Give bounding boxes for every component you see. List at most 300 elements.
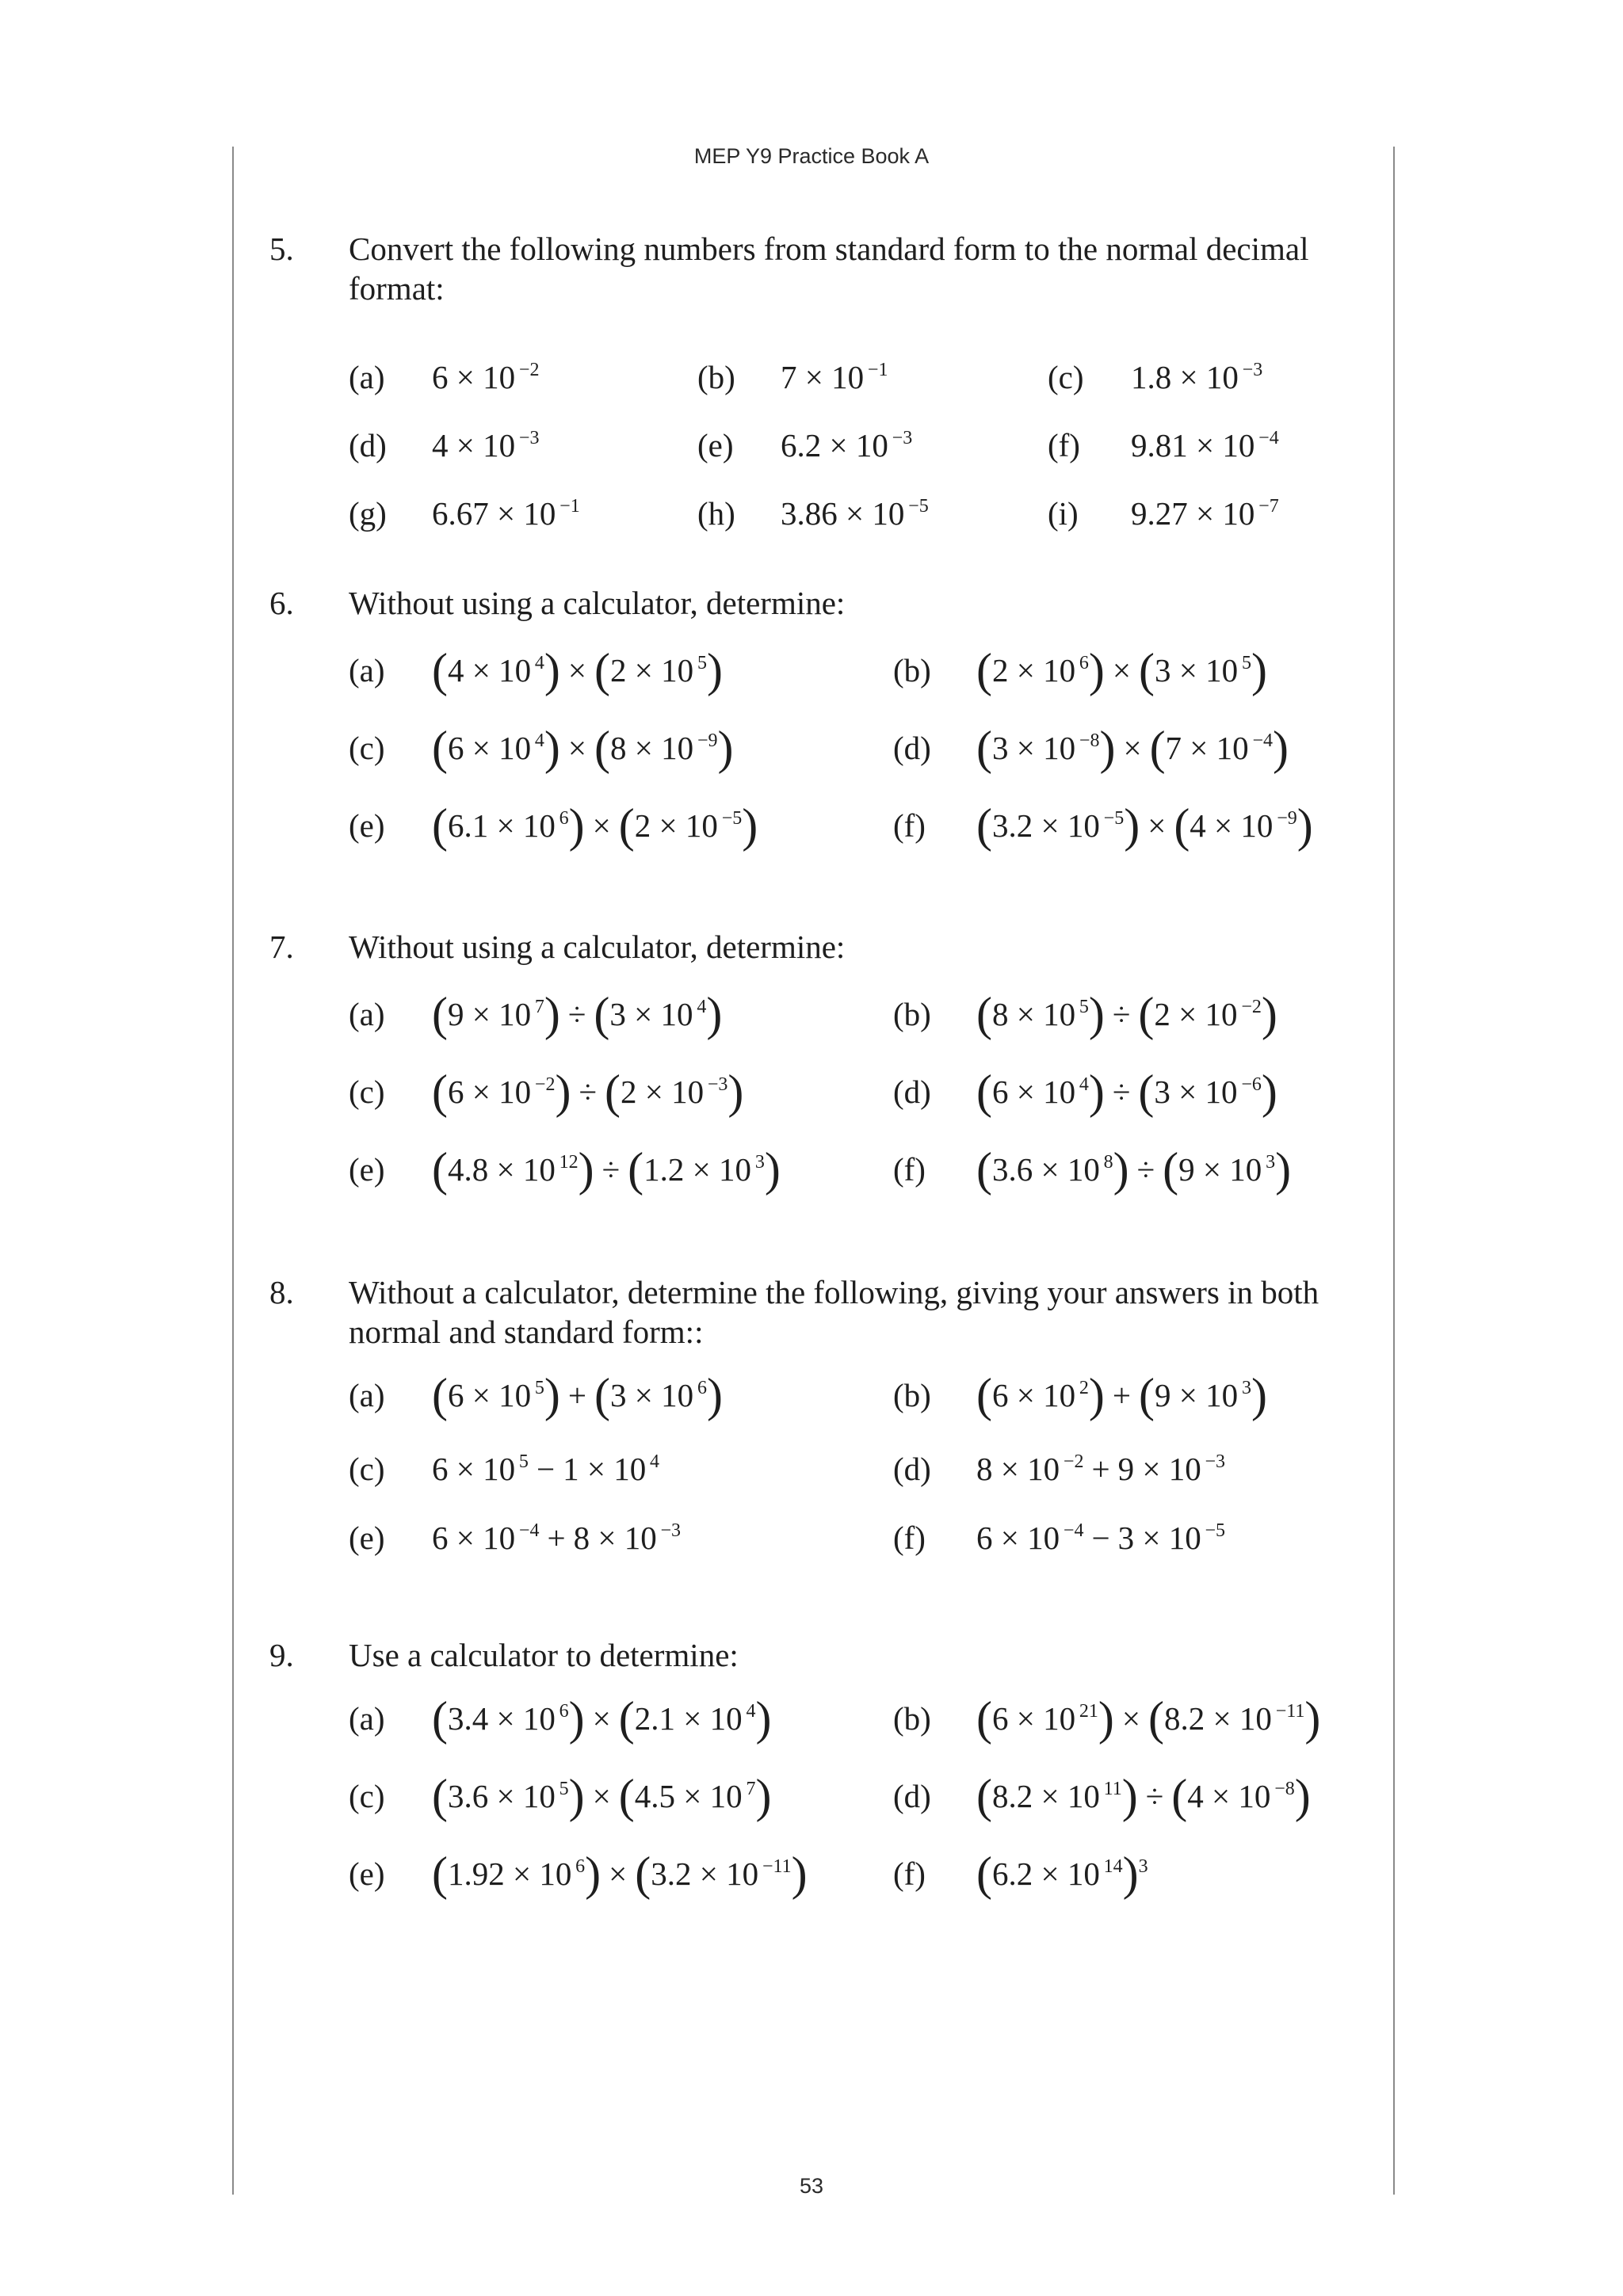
- mantissa: 2.1: [634, 1700, 676, 1737]
- expression: [976, 1848, 1148, 1900]
- base-ten: 10: [483, 1520, 516, 1556]
- open-bracket: (: [618, 799, 635, 852]
- base-ten: 10: [661, 652, 694, 688]
- expression: [432, 1848, 808, 1900]
- times-sign: ×: [626, 652, 662, 688]
- standard-form-expression: [432, 426, 539, 464]
- times-sign: ×: [464, 652, 499, 688]
- part-label: (e): [349, 1151, 385, 1188]
- standard-form-expression: [781, 358, 888, 396]
- operator: ×: [1123, 730, 1142, 766]
- times-sign: ×: [1171, 359, 1206, 395]
- exponent: −1: [864, 360, 888, 380]
- base-ten: 10: [1027, 1520, 1060, 1556]
- base-ten: 10: [685, 807, 718, 844]
- base-ten: 10: [1067, 1855, 1100, 1892]
- standard-form-expression: [432, 494, 580, 532]
- exponent: 3: [751, 1152, 765, 1173]
- mantissa: 9: [1117, 1451, 1135, 1487]
- exponent: −2: [1060, 1451, 1084, 1472]
- mantissa: 1.92: [447, 1855, 505, 1892]
- standard-form-expression: [432, 358, 539, 396]
- times-sign: ×: [1134, 1520, 1169, 1556]
- open-bracket: (: [594, 988, 610, 1040]
- exponent: 5: [555, 1779, 569, 1799]
- open-bracket: (: [594, 1369, 611, 1421]
- open-bracket: (: [432, 644, 448, 696]
- mantissa: 8.2: [991, 1778, 1033, 1814]
- exponent: 14: [1099, 1856, 1123, 1877]
- close-bracket: ): [544, 988, 560, 1040]
- close-bracket: ): [578, 1143, 594, 1196]
- part-label: (f): [893, 1151, 926, 1188]
- close-bracket: ): [568, 1692, 585, 1745]
- mantissa: 6: [447, 1074, 464, 1110]
- close-bracket: ): [1261, 1066, 1277, 1118]
- times-sign: ×: [691, 1855, 727, 1892]
- mantissa: 2: [610, 652, 627, 688]
- expression: [432, 1369, 723, 1421]
- base-ten: 10: [1067, 807, 1100, 844]
- times-sign: ×: [1187, 427, 1223, 463]
- times-sign: ×: [488, 1700, 523, 1737]
- base-ten: 10: [660, 996, 693, 1032]
- mantissa: 8: [991, 996, 1009, 1032]
- times-sign: ×: [464, 996, 499, 1032]
- close-bracket: ): [555, 1066, 571, 1118]
- exponent: 11: [1099, 1779, 1122, 1799]
- exponent: −2: [1237, 997, 1262, 1017]
- base-ten: 10: [1222, 495, 1255, 532]
- base-ten: 10: [1205, 996, 1238, 1032]
- expression: [432, 1692, 772, 1745]
- mantissa: 2: [620, 1074, 637, 1110]
- close-bracket: ): [755, 1770, 772, 1822]
- base-ten: 10: [671, 1074, 705, 1110]
- question-number-8: 8.: [269, 1274, 294, 1310]
- operator: +: [547, 1520, 566, 1556]
- open-bracket: (: [976, 1848, 992, 1900]
- operator: ×: [567, 652, 587, 688]
- times-sign: ×: [636, 1074, 672, 1110]
- mantissa: 3: [991, 730, 1009, 766]
- mantissa: 3: [1154, 1074, 1170, 1110]
- close-bracket: ): [544, 1369, 560, 1421]
- times-sign: ×: [1170, 1074, 1205, 1110]
- mantissa: 4: [1187, 1778, 1204, 1814]
- expression: [976, 1369, 1267, 1421]
- close-bracket: ): [727, 1066, 744, 1118]
- times-sign: ×: [684, 1151, 720, 1188]
- operator: −: [536, 1451, 556, 1487]
- base-ten: 10: [624, 1520, 657, 1556]
- exponent: −4: [1248, 730, 1274, 751]
- mantissa: 4.8: [447, 1151, 489, 1188]
- operator: ÷: [1112, 1074, 1131, 1110]
- times-sign: ×: [992, 1451, 1028, 1487]
- base-ten: 10: [831, 359, 865, 395]
- operator: ×: [567, 730, 587, 766]
- close-bracket: ): [706, 1369, 723, 1421]
- exponent: 8: [1099, 1152, 1113, 1173]
- base-ten: 10: [522, 1778, 556, 1814]
- part-label: (c): [349, 1074, 385, 1110]
- mantissa: 8: [976, 1451, 993, 1487]
- open-bracket: (: [618, 1692, 635, 1745]
- exponent: 4: [693, 997, 707, 1017]
- times-sign: ×: [1205, 807, 1241, 844]
- mantissa: 4: [432, 427, 449, 463]
- operator: ×: [1121, 1700, 1141, 1737]
- base-ten: 10: [1043, 652, 1076, 688]
- expression: [432, 1066, 744, 1118]
- mantissa: 9: [1178, 1151, 1195, 1188]
- expression: [976, 722, 1289, 774]
- expression: [432, 644, 723, 696]
- mantissa: 8: [573, 1520, 590, 1556]
- open-bracket: (: [1163, 1143, 1179, 1196]
- part-label: (f): [893, 807, 926, 844]
- close-bracket: ): [1098, 1692, 1114, 1745]
- mantissa: 6: [432, 1451, 449, 1487]
- mantissa: 7: [781, 359, 797, 395]
- page-number: 53: [799, 2174, 824, 2198]
- standard-form-expression: [1131, 358, 1262, 396]
- exponent: 7: [531, 997, 544, 1017]
- mantissa: 6: [976, 1520, 993, 1556]
- base-ten: 10: [522, 807, 556, 844]
- times-sign: ×: [464, 1074, 499, 1110]
- times-sign: ×: [675, 1778, 710, 1814]
- part-label: (b): [893, 1377, 931, 1413]
- base-ten: 10: [523, 495, 556, 532]
- open-bracket: (: [1148, 1692, 1165, 1745]
- close-bracket: ): [1088, 1369, 1105, 1421]
- exponent: 4: [531, 653, 544, 673]
- open-bracket: (: [1138, 1066, 1155, 1118]
- base-ten: 10: [661, 1377, 694, 1413]
- mantissa: 1.8: [1131, 359, 1172, 395]
- operator: +: [1112, 1377, 1132, 1413]
- times-sign: ×: [1008, 730, 1044, 766]
- operator: ÷: [1136, 1151, 1155, 1188]
- mantissa: 3: [1155, 652, 1171, 688]
- expression: [976, 1692, 1321, 1745]
- expression: [976, 644, 1267, 696]
- times-sign: ×: [1194, 1151, 1230, 1188]
- expression: [432, 988, 723, 1040]
- base-ten: 10: [1238, 1778, 1271, 1814]
- exponent: 6: [555, 808, 569, 829]
- close-bracket: ): [1099, 722, 1116, 774]
- close-bracket: ): [1273, 722, 1289, 774]
- times-sign: ×: [1170, 996, 1205, 1032]
- open-bracket: (: [432, 1369, 448, 1421]
- mantissa: 3.6: [447, 1778, 489, 1814]
- base-ten: 10: [1205, 1377, 1239, 1413]
- close-bracket: ): [755, 1692, 772, 1745]
- times-sign: ×: [1033, 1151, 1067, 1188]
- base-ten: 10: [1067, 1778, 1100, 1814]
- base-ten: 10: [522, 1151, 556, 1188]
- part-label: (f): [1048, 427, 1080, 463]
- part-label: (d): [349, 427, 387, 463]
- part-label: (e): [349, 1855, 385, 1892]
- close-bracket: ): [1113, 1143, 1129, 1196]
- exponent: −9: [1273, 808, 1297, 829]
- part-label: (b): [893, 996, 931, 1032]
- exponent: 5: [515, 1451, 529, 1472]
- mantissa: 4: [447, 652, 464, 688]
- open-bracket: (: [976, 1770, 992, 1822]
- mantissa: 8.2: [1164, 1700, 1205, 1737]
- times-sign: ×: [1033, 1855, 1067, 1892]
- base-ten: 10: [1168, 1520, 1201, 1556]
- times-sign: ×: [1182, 730, 1216, 766]
- open-bracket: (: [594, 722, 611, 774]
- close-bracket: ): [1088, 988, 1105, 1040]
- exponent: −8: [1270, 1779, 1295, 1799]
- times-sign: ×: [1033, 1778, 1067, 1814]
- mantissa: 3.2: [991, 807, 1033, 844]
- base-ten: 10: [1043, 996, 1076, 1032]
- open-bracket: (: [1174, 799, 1190, 852]
- expression: [976, 1770, 1311, 1822]
- question-number-7: 7.: [269, 929, 294, 965]
- close-bracket: ): [544, 644, 560, 696]
- base-ten: 10: [1043, 1377, 1076, 1413]
- operator: ×: [592, 1700, 611, 1737]
- open-bracket: (: [976, 722, 992, 774]
- question-number-5: 5.: [269, 231, 294, 267]
- times-sign: ×: [448, 1451, 483, 1487]
- times-sign: ×: [590, 1520, 624, 1556]
- open-bracket: (: [976, 1066, 992, 1118]
- page-header: MEP Y9 Practice Book A: [693, 144, 930, 168]
- operator: ÷: [579, 1074, 597, 1110]
- mantissa: 9: [447, 996, 464, 1032]
- base-ten: 10: [1043, 1700, 1076, 1737]
- exponent: −3: [888, 428, 913, 448]
- operator: ÷: [1145, 1778, 1164, 1814]
- exponent: 5: [693, 653, 707, 673]
- times-sign: ×: [1134, 1451, 1169, 1487]
- close-bracket: ): [1275, 1143, 1292, 1196]
- close-bracket: ): [544, 722, 560, 774]
- open-bracket: (: [976, 988, 992, 1040]
- base-ten: 10: [1205, 359, 1239, 395]
- open-bracket: (: [432, 722, 448, 774]
- exponent: −3: [1238, 360, 1263, 380]
- base-ten: 10: [1239, 1700, 1272, 1737]
- open-bracket: (: [1138, 988, 1155, 1040]
- times-sign: ×: [1187, 495, 1223, 532]
- part-label: (b): [697, 359, 735, 395]
- expression: [432, 1770, 772, 1822]
- close-bracket: ): [1251, 644, 1267, 696]
- close-bracket: ): [764, 1143, 781, 1196]
- question-prompt-6: Without using a calculator, determine:: [349, 585, 846, 621]
- times-sign: ×: [488, 495, 524, 532]
- exponent: −2: [515, 360, 540, 380]
- times-sign: ×: [448, 359, 483, 395]
- open-bracket: (: [432, 1848, 448, 1900]
- open-bracket: (: [976, 644, 992, 696]
- operator: +: [567, 1377, 587, 1413]
- base-ten: 10: [872, 495, 905, 532]
- close-bracket: ): [1296, 799, 1313, 852]
- mantissa: 6: [432, 1520, 449, 1556]
- exponent: −6: [1237, 1074, 1262, 1095]
- right-margin-rule: [1393, 147, 1395, 2195]
- close-bracket: ): [585, 1848, 601, 1900]
- question-prompt-9: Use a calculator to determine:: [349, 1637, 739, 1673]
- mantissa: 6: [991, 1700, 1009, 1737]
- exponent: 2: [1075, 1378, 1089, 1398]
- close-bracket: ): [568, 799, 585, 852]
- part-label: (c): [349, 1451, 385, 1487]
- mantissa: 4: [1190, 807, 1206, 844]
- mantissa: 6.67: [432, 495, 489, 532]
- times-sign: ×: [992, 1520, 1028, 1556]
- exponent: 21: [1075, 1701, 1098, 1722]
- exponent: 12: [555, 1152, 579, 1173]
- close-bracket: ): [1088, 1066, 1105, 1118]
- times-sign: ×: [651, 807, 685, 844]
- base-ten: 10: [1205, 652, 1239, 688]
- base-ten: 10: [483, 427, 516, 463]
- part-label: (a): [349, 359, 385, 395]
- exponent: −7: [1254, 496, 1279, 517]
- times-sign: ×: [1008, 652, 1044, 688]
- base-ten: 10: [498, 996, 532, 1032]
- base-ten: 10: [1067, 1151, 1100, 1188]
- close-bracket: ): [742, 799, 758, 852]
- close-bracket: ): [791, 1848, 808, 1900]
- open-bracket: (: [432, 1770, 448, 1822]
- question-number-9: 9.: [269, 1637, 294, 1673]
- exponent: 6: [1075, 653, 1089, 673]
- outer-power: 3: [1138, 1856, 1148, 1877]
- expression: [976, 799, 1313, 852]
- operator: ÷: [601, 1151, 621, 1188]
- close-bracket: ): [1088, 644, 1105, 696]
- times-sign: ×: [1008, 1700, 1044, 1737]
- times-sign: ×: [448, 427, 483, 463]
- mantissa: 3.6: [991, 1151, 1033, 1188]
- part-label: (a): [349, 652, 385, 688]
- mantissa: 3.4: [447, 1700, 489, 1737]
- times-sign: ×: [1008, 1377, 1044, 1413]
- mantissa: 3: [610, 1377, 627, 1413]
- times-sign: ×: [675, 1700, 710, 1737]
- base-ten: 10: [1222, 427, 1255, 463]
- times-sign: ×: [1008, 1074, 1044, 1110]
- open-bracket: (: [635, 1848, 651, 1900]
- base-ten: 10: [613, 1451, 647, 1487]
- exponent: 5: [531, 1378, 544, 1398]
- mantissa: 3.2: [651, 1855, 692, 1892]
- question-prompt-7: Without using a calculator, determine:: [349, 929, 846, 965]
- times-sign: ×: [1033, 807, 1067, 844]
- expression: [976, 1143, 1292, 1196]
- exponent: 5: [1238, 653, 1251, 673]
- open-bracket: (: [628, 1143, 644, 1196]
- base-ten: 10: [709, 1778, 743, 1814]
- times-sign: ×: [625, 996, 661, 1032]
- close-bracket: ): [717, 722, 734, 774]
- exponent: 4: [531, 730, 544, 751]
- open-bracket: (: [1171, 1770, 1188, 1822]
- open-bracket: (: [1149, 722, 1166, 774]
- close-bracket: ): [1121, 1770, 1138, 1822]
- base-ten: 10: [1216, 730, 1249, 766]
- times-sign: ×: [626, 730, 662, 766]
- exponent: 6: [571, 1856, 586, 1877]
- part-label: (d): [893, 730, 931, 766]
- exponent: −4: [1060, 1520, 1084, 1541]
- close-bracket: ): [1251, 1369, 1267, 1421]
- part-label: (a): [349, 1377, 385, 1413]
- close-bracket: ): [1122, 1848, 1139, 1900]
- mantissa: 3: [1117, 1520, 1135, 1556]
- mantissa: 7: [1165, 730, 1182, 766]
- times-sign: ×: [504, 1855, 540, 1892]
- open-bracket: (: [976, 1369, 992, 1421]
- question-prompt-5: Convert the following numbers from standard form to the normal decimal format:: [349, 231, 1309, 307]
- standard-form-expression: [1131, 426, 1279, 464]
- open-bracket: (: [976, 1692, 992, 1745]
- open-bracket: (: [594, 644, 611, 696]
- open-bracket: (: [432, 1066, 448, 1118]
- exponent: 4: [742, 1701, 756, 1722]
- open-bracket: (: [1139, 644, 1155, 696]
- part-label: (a): [349, 996, 385, 1032]
- mantissa: 2: [1154, 996, 1170, 1032]
- mantissa: 3: [609, 996, 626, 1032]
- exponent: −3: [704, 1074, 728, 1095]
- expression: [432, 1143, 781, 1196]
- base-ten: 10: [855, 427, 888, 463]
- open-bracket: (: [1139, 1369, 1155, 1421]
- times-sign: ×: [1203, 1778, 1239, 1814]
- base-ten: 10: [498, 730, 532, 766]
- close-bracket: ): [1261, 988, 1277, 1040]
- part-label: (i): [1048, 495, 1079, 532]
- mantissa: 1: [563, 1451, 579, 1487]
- base-ten: 10: [1043, 730, 1076, 766]
- exponent: −3: [515, 428, 540, 448]
- open-bracket: (: [432, 1692, 448, 1745]
- mantissa: 4.5: [634, 1778, 676, 1814]
- mantissa: 2: [991, 652, 1009, 688]
- times-sign: ×: [1170, 652, 1206, 688]
- part-label: (e): [349, 807, 385, 844]
- mantissa: 9.27: [1131, 495, 1188, 532]
- exponent: 6: [555, 1701, 569, 1722]
- close-bracket: ): [706, 988, 723, 1040]
- operator: ×: [592, 807, 611, 844]
- times-sign: ×: [464, 1377, 499, 1413]
- base-ten: 10: [709, 1700, 743, 1737]
- operator: ×: [1112, 652, 1132, 688]
- times-sign: ×: [1170, 1377, 1206, 1413]
- exponent: 7: [742, 1779, 756, 1799]
- exponent: 3: [1238, 1378, 1251, 1398]
- exponent: −9: [693, 730, 718, 751]
- base-ten: 10: [1229, 1151, 1262, 1188]
- mantissa: 9: [1155, 1377, 1171, 1413]
